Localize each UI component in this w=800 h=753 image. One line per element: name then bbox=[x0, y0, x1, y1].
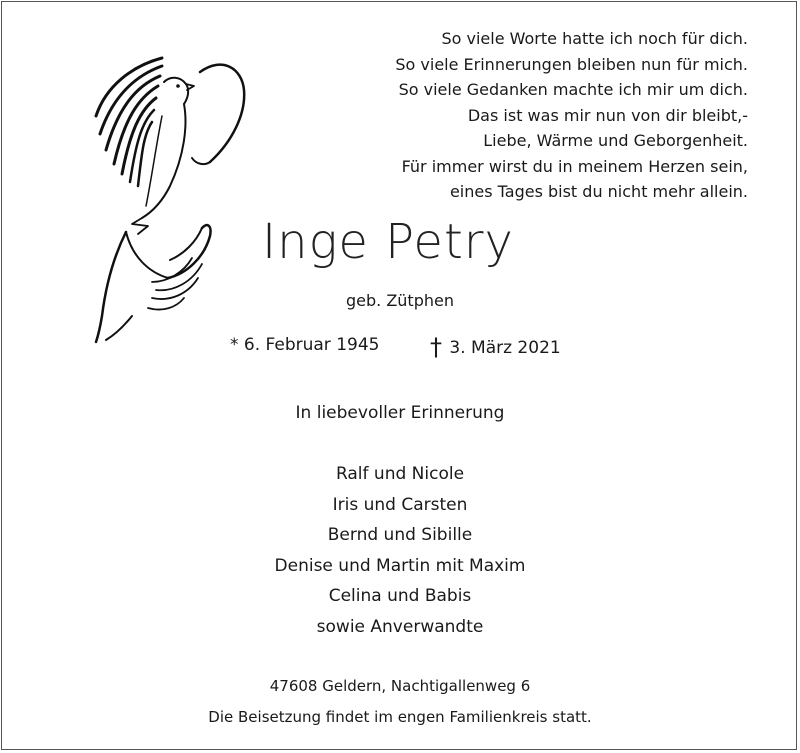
mourner: Bernd und Sibille bbox=[327, 525, 473, 545]
funeral-notice: Die Beisetzung findet im engen Familienkreis statt. bbox=[208, 708, 592, 726]
poem-line: So viele Gedanken machte ich mir um dich. bbox=[398, 80, 748, 99]
poem-line: Für immer wirst du in meinem Herzen sein, bbox=[401, 156, 748, 176]
mourner: Iris und Carsten bbox=[332, 494, 468, 515]
poem-line: eines Tages bist du nicht mehr allein. bbox=[449, 182, 748, 201]
birth-date: * 6. Februar 1945 bbox=[230, 335, 380, 355]
mourners-list bbox=[0, 459, 800, 642]
mourner: Denise und Martin mit Maxim bbox=[274, 555, 526, 576]
cross-icon: † bbox=[430, 333, 442, 361]
address: 47608 Geldern, Nachtigallenweg 6 bbox=[269, 677, 531, 695]
maiden-name: geb. Zütphen bbox=[346, 291, 454, 310]
death-date: 3. März 2021 bbox=[449, 338, 561, 358]
memory-line: In liebevoller Erinnerung bbox=[295, 403, 505, 423]
death-date-group bbox=[430, 333, 561, 361]
poem-line: So viele Erinnerungen bleiben nun für mich. bbox=[395, 54, 748, 74]
mourner: sowie Anverwandte bbox=[316, 616, 484, 637]
deceased-name: Inge Petry bbox=[262, 214, 514, 270]
poem bbox=[395, 26, 748, 205]
poem-line: Liebe, Wärme und Geborgenheit. bbox=[483, 131, 748, 150]
mourner: Ralf und Nicole bbox=[335, 464, 465, 484]
mourner: Celina und Babis bbox=[328, 586, 472, 606]
poem-line: Das ist was mir nun von dir bleibt,- bbox=[467, 105, 748, 125]
poem-line: So viele Worte hatte ich noch für dich. bbox=[441, 29, 748, 48]
